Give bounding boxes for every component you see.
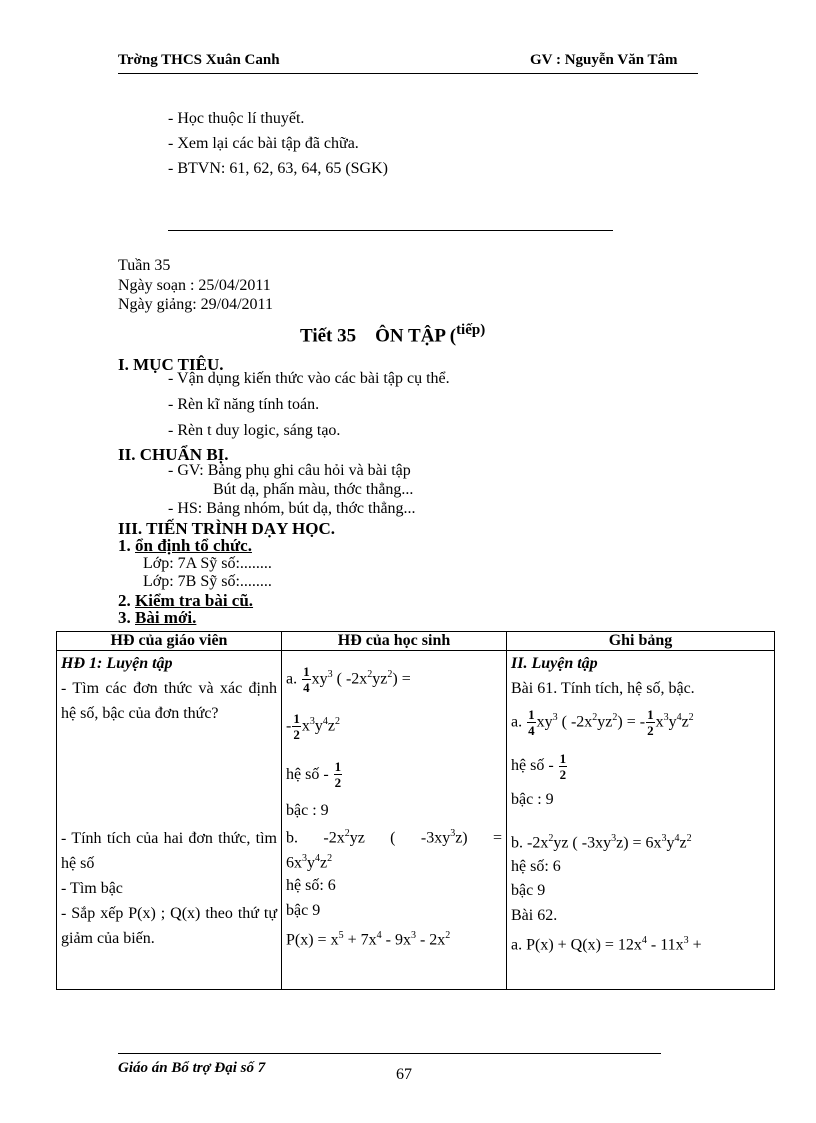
preparation-item: - HS: Bảng nhóm, bút dạ, thớc thẳng... [168,500,416,517]
board-line: a. $\frac{1}{4}$ $xy^3$ ( $-2x^2yz^2$) = - $\frac{1}{2}$ $x^3y^4z^2$ [511,707,694,739]
table-header: Ghi bảng [507,632,775,651]
preparation-item: Bút dạ, phấn màu, thớc thẳng... [213,481,414,498]
homework-item: - Học thuộc lí thuyết. [168,110,305,127]
section-roman: I. [118,355,129,374]
fraction: $\frac{1}{2}$ [647,707,654,739]
student-line: bậc : 9 [286,801,329,819]
teacher-cell [57,651,282,990]
table-header: HĐ của giáo viên [57,632,282,651]
class-row: Lớp: 7B Sỹ số:........ [143,573,272,590]
page-number: 67 [396,1066,412,1083]
step-review: 2. Kiểm tra bài cũ. [118,591,254,610]
week-label: Tuần 35 [118,257,171,274]
homework-item: - Xem lại các bài tập đã chữa. [168,135,359,152]
school-name: Trờng THCS Xuân Canh [118,52,280,68]
board-line: a. $P(x) + Q(x) = 12x^4 - 11x^3$ + [511,934,702,953]
section-title: TIẾN TRÌNH DẠY HỌC. [146,519,335,538]
student-line: $6x^3y^4z^2$ [286,852,333,872]
student-cell [282,651,507,990]
class-row: Lớp: 7A Sỹ số:........ [143,555,272,572]
lesson-table [56,631,775,990]
teacher-question: - Tìm các đơn thức và xác định hệ số, bậc của đơn thức? [61,680,277,722]
board-line: b. $-2x^2yz$ ( $-3xy^3z) = 6x^3y^4z^2$ [511,833,692,852]
student-line: bậc 9 [286,902,321,920]
objective-item: - Rèn t duy logic, sáng tạo. [168,422,341,439]
fraction: $\frac{1}{4}$ [303,664,310,696]
teacher-name: GV : Nguyễn Văn Tâm [530,52,678,68]
fraction: $\frac{1}{2}$ [559,751,567,783]
fraction: $\frac{1}{2}$ [334,759,342,791]
lesson-title [300,322,485,347]
fraction: $\frac{1}{4}$ [528,707,535,739]
student-line: hệ số: 6 [286,877,336,895]
lesson-name: ÔN TẬP ( [375,325,457,347]
student-line: - $\frac{1}{2}$ $x^3y^4z^2$ [286,711,340,743]
table-header: HĐ của học sinh [282,632,507,651]
section-roman: III. [118,519,143,538]
step-organize: 1. ổn định tổ chức. [118,536,252,555]
board-line: Bài 61. Tính tích, hệ số, bậc. [511,680,695,697]
footer-rule [118,1053,661,1054]
student-line: a. $\frac{1}{4}$ $xy^3$ ( $-2x^2yz^2$) = [286,664,411,696]
step-newlesson: 3. Bài mới. [118,608,197,627]
teacher-question: - Sắp xếp P(x) ; Q(x) theo thứ tự giảm của biến. [61,905,277,947]
objective-item: - Rèn kĩ năng tính toán. [168,396,320,413]
student-line: $P(x) = x^5 + 7x^4 - 9x^3 - 2x^2$ [286,930,451,949]
board-line: Bài 62. [511,906,558,924]
board-line: bậc 9 [511,881,546,899]
board-title: II. Luyện tập [511,655,598,672]
lesson-number: Tiết 35 [300,325,357,347]
board-line: bậc : 9 [511,791,554,809]
student-line: b. $-2x^2yz$ ( $-3xy^3z$) = [286,827,503,846]
student-line: hệ số - $\frac{1}{2}$ [286,759,342,791]
lesson-sup: tiếp) [456,322,486,338]
fraction: $\frac{1}{2}$ [293,711,300,743]
separator-rule [168,230,613,231]
objective-item: - Vận dụng kiến thức vào các bài tập cụ thể. [168,370,450,387]
activity-title: HĐ 1: Luyện tập [61,655,173,672]
board-line: hệ số: 6 [511,857,561,875]
homework-item: - BTVN: 61, 62, 63, 64, 65 (SGK) [168,160,388,177]
footer-title: Giáo án Bổ trợ Đại số 7 [118,1060,266,1076]
preparation-item: - GV: Bảng phụ ghi câu hỏi và bài tập [168,462,411,479]
teacher-question: - Tính tích của hai đơn thức, tìm hệ số [61,830,277,872]
section-title: CHUẨN BỊ. [139,445,229,464]
taught-date: Ngày giảng: 29/04/2011 [118,296,273,313]
section-roman: II. [118,445,136,464]
teacher-question: - Tìm bậc [61,880,123,897]
section-title: MỤC TIÊU. [133,355,224,374]
prepared-date: Ngày soạn : 25/04/2011 [118,277,271,294]
board-line: hệ số - $\frac{1}{2}$ [511,751,567,783]
board-cell [507,651,775,990]
header-rule [118,73,698,74]
